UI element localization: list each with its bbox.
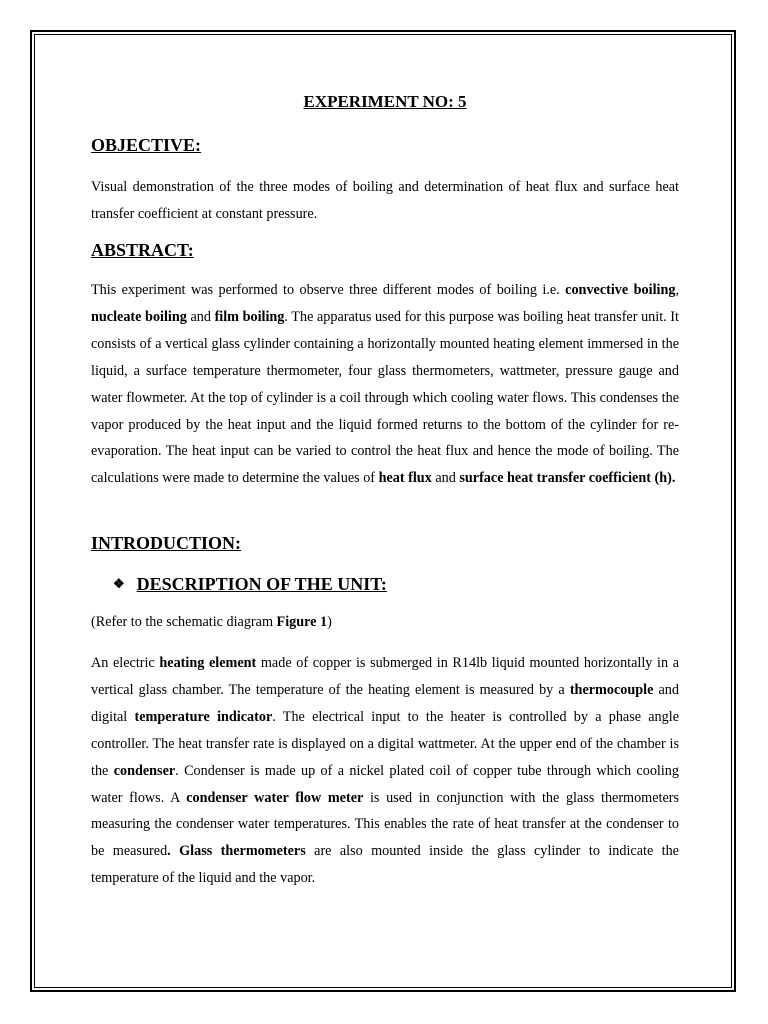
abstract-text-2: , — [675, 282, 679, 298]
abstract-text-1: This experiment was performed to observe three different modes of boiling i.e. — [91, 282, 566, 298]
objective-heading: OBJECTIVE: — [91, 135, 202, 155]
description-text-1: An electric — [91, 655, 160, 671]
description-text-3: and digital — [91, 681, 679, 725]
objective-text: Visual demonstration of the three modes of boiling and determination of heat flux and surface heat transfer coefficient at constant pressure. — [91, 179, 679, 222]
figure-reference — [91, 614, 332, 631]
description-text-7: are also mounted inside the glass cylinder to indicate the temperature of the liquid and the vapor. — [91, 843, 679, 887]
abstract-text-3: and — [186, 308, 215, 325]
condenser-term: condenser — [113, 762, 176, 779]
description-text — [91, 650, 679, 892]
abstract-heading: ABSTRACT: — [91, 240, 194, 260]
nucleate-boiling-term: nucleate boiling — [91, 308, 187, 325]
description-text-2: made of copper is submerged in R14lb liquid mounted horizontally in a vertical glass chamber. The temperature of the heating element is measured by a — [91, 655, 680, 698]
introduction-heading: INTRODUCTION: — [91, 533, 242, 553]
glass-thermometers-term: . Glass thermometers — [167, 843, 306, 860]
description-heading — [113, 574, 387, 595]
heating-element-term: heating element — [159, 655, 257, 671]
abstract-text-4: . The apparatus used for this purpose was boiling heat transfer unit. It consists of a vertical glass cylinder containing a horizontally mounted heating element immersed in the liquid, a surface temperature thermometer, four glass thermometers, wattmeter, pressure gauge and water flowmeter. At the top of cylinder is a coil through which cooling water flows. This condenses the vapor produced by the heat input and the liquid formed returns to the bottom of the cylinder for re-evaporation. The heat input can be varied to control the heat flux and hence the mode of boiling. The calculations were made to determine the values of — [91, 308, 679, 487]
figure-reference-label: Figure 1 — [276, 614, 328, 630]
description-text-6: is used in conjunction with the glass thermometers measuring the condenser water temperatures. This enables the rate of heat transfer at the condenser to be measured — [91, 789, 680, 860]
description-text-4: . The electrical input to the heater is controlled by a phase angle controller. The heat transfer rate is displayed on a digital wattmeter. At the upper end of the chamber is the — [91, 708, 679, 779]
condenser-flow-meter-term: condenser water flow meter — [186, 789, 364, 806]
description-text-5: . Condenser is made up of a nickel plated coil of copper tube through which cooling water flows. A — [91, 762, 679, 806]
abstract-text — [91, 277, 679, 492]
figure-reference-text-2: ) — [327, 614, 332, 630]
heat-transfer-coefficient-term: surface heat transfer coefficient (h). — [459, 470, 676, 487]
abstract-text-5: and — [431, 470, 460, 487]
thermocouple-term: thermocouple — [569, 681, 654, 698]
page-title: EXPERIMENT NO: 5 — [303, 92, 467, 111]
description-heading-label: DESCRIPTION OF THE UNIT: — [136, 574, 387, 594]
convective-boiling-term: convective boiling — [565, 282, 676, 298]
heat-flux-term: heat flux — [378, 470, 432, 487]
film-boiling-term: film boiling — [214, 308, 285, 325]
figure-reference-text-1: (Refer to the schematic diagram — [91, 614, 277, 630]
temperature-indicator-term: temperature indicator — [134, 708, 273, 725]
diamond-bullet-icon: ❖ — [113, 576, 125, 591]
